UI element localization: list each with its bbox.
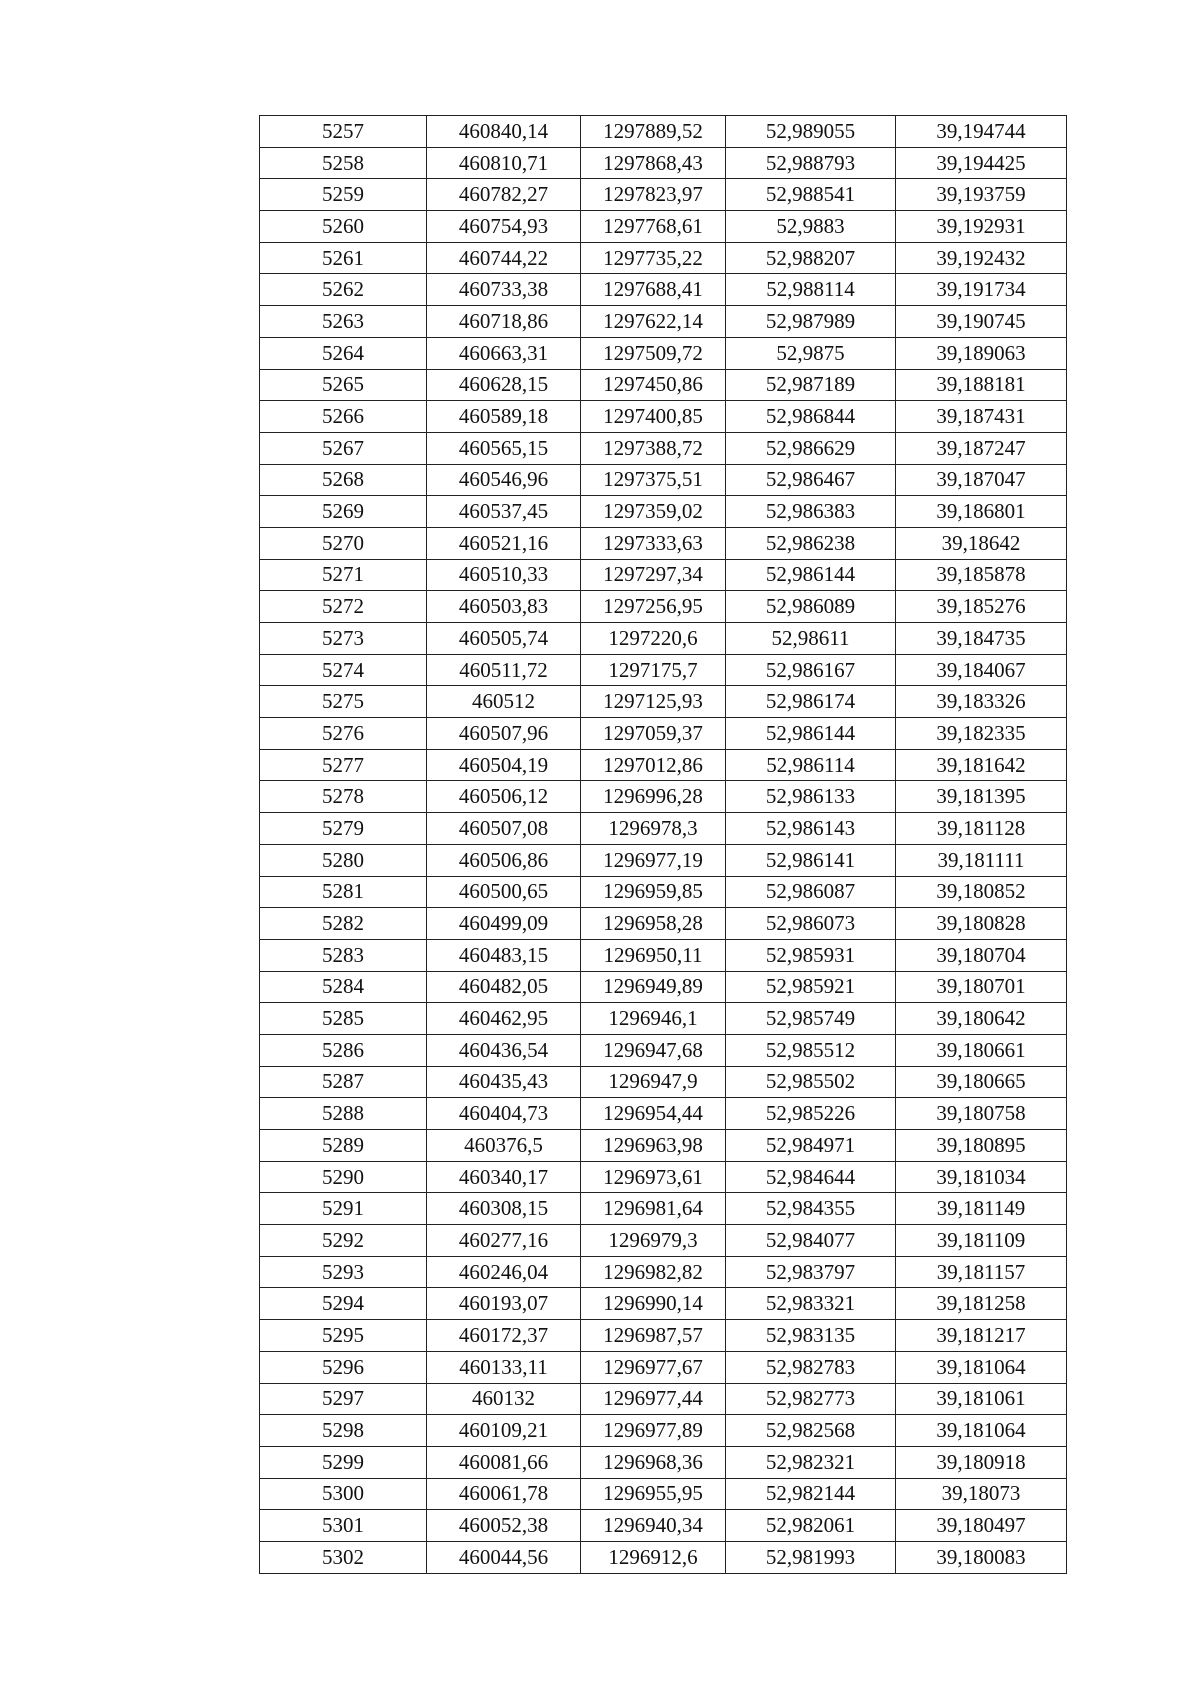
table-row xyxy=(260,939,1067,971)
y-coordinate-cell: 1297768,61 xyxy=(581,211,726,243)
point-number-cell: 5262 xyxy=(260,274,427,306)
y-coordinate-cell: 1296977,19 xyxy=(581,844,726,876)
longitude-cell: 39,190745 xyxy=(896,306,1067,338)
latitude-cell: 52,988207 xyxy=(726,242,896,274)
longitude-cell: 39,181061 xyxy=(896,1383,1067,1415)
y-coordinate-cell: 1296958,28 xyxy=(581,908,726,940)
x-coordinate-cell: 460499,09 xyxy=(427,908,581,940)
longitude-cell: 39,181217 xyxy=(896,1320,1067,1352)
x-coordinate-cell: 460840,14 xyxy=(427,116,581,148)
latitude-cell: 52,985749 xyxy=(726,1003,896,1035)
x-coordinate-cell: 460511,72 xyxy=(427,654,581,686)
longitude-cell: 39,181064 xyxy=(896,1415,1067,1447)
point-number-cell: 5300 xyxy=(260,1478,427,1510)
longitude-cell: 39,180497 xyxy=(896,1510,1067,1542)
x-coordinate-cell: 460436,54 xyxy=(427,1034,581,1066)
x-coordinate-cell: 460512 xyxy=(427,686,581,718)
longitude-cell: 39,181642 xyxy=(896,749,1067,781)
latitude-cell: 52,985931 xyxy=(726,939,896,971)
y-coordinate-cell: 1297297,34 xyxy=(581,559,726,591)
latitude-cell: 52,984644 xyxy=(726,1161,896,1193)
point-number-cell: 5268 xyxy=(260,464,427,496)
table-row xyxy=(260,464,1067,496)
longitude-cell: 39,180918 xyxy=(896,1446,1067,1478)
x-coordinate-cell: 460507,96 xyxy=(427,718,581,750)
table-row xyxy=(260,559,1067,591)
x-coordinate-cell: 460435,43 xyxy=(427,1066,581,1098)
x-coordinate-cell: 460810,71 xyxy=(427,147,581,179)
longitude-cell: 39,18073 xyxy=(896,1478,1067,1510)
y-coordinate-cell: 1296954,44 xyxy=(581,1098,726,1130)
point-number-cell: 5296 xyxy=(260,1351,427,1383)
x-coordinate-cell: 460340,17 xyxy=(427,1161,581,1193)
table-row xyxy=(260,527,1067,559)
point-number-cell: 5283 xyxy=(260,939,427,971)
point-number-cell: 5289 xyxy=(260,1130,427,1162)
y-coordinate-cell: 1296959,85 xyxy=(581,876,726,908)
longitude-cell: 39,180828 xyxy=(896,908,1067,940)
table-row xyxy=(260,1003,1067,1035)
latitude-cell: 52,986143 xyxy=(726,813,896,845)
x-coordinate-cell: 460193,07 xyxy=(427,1288,581,1320)
x-coordinate-cell: 460462,95 xyxy=(427,1003,581,1035)
longitude-cell: 39,181128 xyxy=(896,813,1067,845)
latitude-cell: 52,982321 xyxy=(726,1446,896,1478)
table-row xyxy=(260,686,1067,718)
point-number-cell: 5275 xyxy=(260,686,427,718)
y-coordinate-cell: 1297622,14 xyxy=(581,306,726,338)
y-coordinate-cell: 1296979,3 xyxy=(581,1225,726,1257)
x-coordinate-cell: 460506,86 xyxy=(427,844,581,876)
point-number-cell: 5281 xyxy=(260,876,427,908)
table-row xyxy=(260,147,1067,179)
latitude-cell: 52,986133 xyxy=(726,781,896,813)
point-number-cell: 5298 xyxy=(260,1415,427,1447)
point-number-cell: 5258 xyxy=(260,147,427,179)
table-row xyxy=(260,749,1067,781)
table-row xyxy=(260,1351,1067,1383)
x-coordinate-cell: 460546,96 xyxy=(427,464,581,496)
table-row xyxy=(260,179,1067,211)
table-row xyxy=(260,1288,1067,1320)
y-coordinate-cell: 1296950,11 xyxy=(581,939,726,971)
y-coordinate-cell: 1296996,28 xyxy=(581,781,726,813)
latitude-cell: 52,987989 xyxy=(726,306,896,338)
latitude-cell: 52,983797 xyxy=(726,1256,896,1288)
table-row xyxy=(260,496,1067,528)
y-coordinate-cell: 1297125,93 xyxy=(581,686,726,718)
latitude-cell: 52,986073 xyxy=(726,908,896,940)
latitude-cell: 52,985502 xyxy=(726,1066,896,1098)
table-row xyxy=(260,432,1067,464)
y-coordinate-cell: 1296968,36 xyxy=(581,1446,726,1478)
table-row xyxy=(260,1193,1067,1225)
y-coordinate-cell: 1296947,68 xyxy=(581,1034,726,1066)
x-coordinate-cell: 460172,37 xyxy=(427,1320,581,1352)
latitude-cell: 52,982568 xyxy=(726,1415,896,1447)
longitude-cell: 39,193759 xyxy=(896,179,1067,211)
latitude-cell: 52,98611 xyxy=(726,623,896,655)
latitude-cell: 52,986844 xyxy=(726,401,896,433)
longitude-cell: 39,187247 xyxy=(896,432,1067,464)
x-coordinate-cell: 460504,19 xyxy=(427,749,581,781)
y-coordinate-cell: 1296982,82 xyxy=(581,1256,726,1288)
y-coordinate-cell: 1296990,14 xyxy=(581,1288,726,1320)
longitude-cell: 39,18642 xyxy=(896,527,1067,559)
longitude-cell: 39,191734 xyxy=(896,274,1067,306)
point-number-cell: 5292 xyxy=(260,1225,427,1257)
latitude-cell: 52,984971 xyxy=(726,1130,896,1162)
y-coordinate-cell: 1296912,6 xyxy=(581,1541,726,1573)
longitude-cell: 39,187047 xyxy=(896,464,1067,496)
latitude-cell: 52,986467 xyxy=(726,464,896,496)
table-row xyxy=(260,718,1067,750)
x-coordinate-cell: 460589,18 xyxy=(427,401,581,433)
y-coordinate-cell: 1296977,67 xyxy=(581,1351,726,1383)
latitude-cell: 52,981993 xyxy=(726,1541,896,1573)
point-number-cell: 5280 xyxy=(260,844,427,876)
x-coordinate-cell: 460061,78 xyxy=(427,1478,581,1510)
table-row xyxy=(260,1034,1067,1066)
y-coordinate-cell: 1297256,95 xyxy=(581,591,726,623)
longitude-cell: 39,188181 xyxy=(896,369,1067,401)
latitude-cell: 52,9883 xyxy=(726,211,896,243)
longitude-cell: 39,180642 xyxy=(896,1003,1067,1035)
longitude-cell: 39,180661 xyxy=(896,1034,1067,1066)
table-row xyxy=(260,654,1067,686)
longitude-cell: 39,181034 xyxy=(896,1161,1067,1193)
point-number-cell: 5288 xyxy=(260,1098,427,1130)
point-number-cell: 5297 xyxy=(260,1383,427,1415)
latitude-cell: 52,983321 xyxy=(726,1288,896,1320)
latitude-cell: 52,986238 xyxy=(726,527,896,559)
point-number-cell: 5266 xyxy=(260,401,427,433)
longitude-cell: 39,194744 xyxy=(896,116,1067,148)
point-number-cell: 5259 xyxy=(260,179,427,211)
x-coordinate-cell: 460628,15 xyxy=(427,369,581,401)
longitude-cell: 39,180704 xyxy=(896,939,1067,971)
x-coordinate-cell: 460376,5 xyxy=(427,1130,581,1162)
point-number-cell: 5294 xyxy=(260,1288,427,1320)
table-row xyxy=(260,1098,1067,1130)
longitude-cell: 39,189063 xyxy=(896,337,1067,369)
longitude-cell: 39,180758 xyxy=(896,1098,1067,1130)
point-number-cell: 5291 xyxy=(260,1193,427,1225)
longitude-cell: 39,180895 xyxy=(896,1130,1067,1162)
latitude-cell: 52,986144 xyxy=(726,718,896,750)
x-coordinate-cell: 460052,38 xyxy=(427,1510,581,1542)
y-coordinate-cell: 1296978,3 xyxy=(581,813,726,845)
y-coordinate-cell: 1297868,43 xyxy=(581,147,726,179)
point-number-cell: 5299 xyxy=(260,1446,427,1478)
longitude-cell: 39,181109 xyxy=(896,1225,1067,1257)
y-coordinate-cell: 1297175,7 xyxy=(581,654,726,686)
point-number-cell: 5285 xyxy=(260,1003,427,1035)
point-number-cell: 5279 xyxy=(260,813,427,845)
point-number-cell: 5269 xyxy=(260,496,427,528)
latitude-cell: 52,986144 xyxy=(726,559,896,591)
table-row xyxy=(260,1130,1067,1162)
latitude-cell: 52,986114 xyxy=(726,749,896,781)
table-row xyxy=(260,1415,1067,1447)
y-coordinate-cell: 1296955,95 xyxy=(581,1478,726,1510)
x-coordinate-cell: 460754,93 xyxy=(427,211,581,243)
point-number-cell: 5290 xyxy=(260,1161,427,1193)
y-coordinate-cell: 1297509,72 xyxy=(581,337,726,369)
table-row xyxy=(260,369,1067,401)
longitude-cell: 39,185276 xyxy=(896,591,1067,623)
longitude-cell: 39,185878 xyxy=(896,559,1067,591)
table-row xyxy=(260,1446,1067,1478)
coordinates-table xyxy=(259,115,1067,1574)
x-coordinate-cell: 460132 xyxy=(427,1383,581,1415)
table-row xyxy=(260,1383,1067,1415)
longitude-cell: 39,180852 xyxy=(896,876,1067,908)
x-coordinate-cell: 460404,73 xyxy=(427,1098,581,1130)
x-coordinate-cell: 460500,65 xyxy=(427,876,581,908)
y-coordinate-cell: 1296987,57 xyxy=(581,1320,726,1352)
latitude-cell: 52,986174 xyxy=(726,686,896,718)
point-number-cell: 5278 xyxy=(260,781,427,813)
point-number-cell: 5277 xyxy=(260,749,427,781)
latitude-cell: 52,984355 xyxy=(726,1193,896,1225)
x-coordinate-cell: 460733,38 xyxy=(427,274,581,306)
y-coordinate-cell: 1296949,89 xyxy=(581,971,726,1003)
longitude-cell: 39,182335 xyxy=(896,718,1067,750)
latitude-cell: 52,989055 xyxy=(726,116,896,148)
y-coordinate-cell: 1297400,85 xyxy=(581,401,726,433)
table-row xyxy=(260,1478,1067,1510)
point-number-cell: 5274 xyxy=(260,654,427,686)
x-coordinate-cell: 460718,86 xyxy=(427,306,581,338)
y-coordinate-cell: 1297823,97 xyxy=(581,179,726,211)
longitude-cell: 39,184735 xyxy=(896,623,1067,655)
latitude-cell: 52,985226 xyxy=(726,1098,896,1130)
x-coordinate-cell: 460521,16 xyxy=(427,527,581,559)
y-coordinate-cell: 1296977,44 xyxy=(581,1383,726,1415)
point-number-cell: 5257 xyxy=(260,116,427,148)
longitude-cell: 39,180665 xyxy=(896,1066,1067,1098)
point-number-cell: 5264 xyxy=(260,337,427,369)
x-coordinate-cell: 460565,15 xyxy=(427,432,581,464)
latitude-cell: 52,9875 xyxy=(726,337,896,369)
latitude-cell: 52,986087 xyxy=(726,876,896,908)
y-coordinate-cell: 1297735,22 xyxy=(581,242,726,274)
x-coordinate-cell: 460277,16 xyxy=(427,1225,581,1257)
table-row xyxy=(260,274,1067,306)
latitude-cell: 52,982773 xyxy=(726,1383,896,1415)
point-number-cell: 5302 xyxy=(260,1541,427,1573)
longitude-cell: 39,181149 xyxy=(896,1193,1067,1225)
table-row xyxy=(260,211,1067,243)
table-row xyxy=(260,116,1067,148)
table-row xyxy=(260,1541,1067,1573)
latitude-cell: 52,984077 xyxy=(726,1225,896,1257)
table-row xyxy=(260,337,1067,369)
table-row xyxy=(260,781,1067,813)
latitude-cell: 52,987189 xyxy=(726,369,896,401)
point-number-cell: 5276 xyxy=(260,718,427,750)
table-row xyxy=(260,306,1067,338)
point-number-cell: 5267 xyxy=(260,432,427,464)
longitude-cell: 39,184067 xyxy=(896,654,1067,686)
point-number-cell: 5271 xyxy=(260,559,427,591)
table-row xyxy=(260,813,1067,845)
x-coordinate-cell: 460744,22 xyxy=(427,242,581,274)
longitude-cell: 39,181258 xyxy=(896,1288,1067,1320)
x-coordinate-cell: 460505,74 xyxy=(427,623,581,655)
x-coordinate-cell: 460081,66 xyxy=(427,1446,581,1478)
x-coordinate-cell: 460506,12 xyxy=(427,781,581,813)
latitude-cell: 52,985921 xyxy=(726,971,896,1003)
longitude-cell: 39,180701 xyxy=(896,971,1067,1003)
point-number-cell: 5272 xyxy=(260,591,427,623)
x-coordinate-cell: 460507,08 xyxy=(427,813,581,845)
y-coordinate-cell: 1296977,89 xyxy=(581,1415,726,1447)
table-row xyxy=(260,1256,1067,1288)
longitude-cell: 39,192931 xyxy=(896,211,1067,243)
longitude-cell: 39,192432 xyxy=(896,242,1067,274)
latitude-cell: 52,986089 xyxy=(726,591,896,623)
y-coordinate-cell: 1297359,02 xyxy=(581,496,726,528)
point-number-cell: 5293 xyxy=(260,1256,427,1288)
y-coordinate-cell: 1297012,86 xyxy=(581,749,726,781)
longitude-cell: 39,181064 xyxy=(896,1351,1067,1383)
x-coordinate-cell: 460109,21 xyxy=(427,1415,581,1447)
latitude-cell: 52,982783 xyxy=(726,1351,896,1383)
y-coordinate-cell: 1297059,37 xyxy=(581,718,726,750)
table-row xyxy=(260,1225,1067,1257)
point-number-cell: 5284 xyxy=(260,971,427,1003)
y-coordinate-cell: 1297889,52 xyxy=(581,116,726,148)
table-row xyxy=(260,1066,1067,1098)
latitude-cell: 52,986629 xyxy=(726,432,896,464)
x-coordinate-cell: 460483,15 xyxy=(427,939,581,971)
latitude-cell: 52,988541 xyxy=(726,179,896,211)
point-number-cell: 5260 xyxy=(260,211,427,243)
table-row xyxy=(260,623,1067,655)
longitude-cell: 39,181395 xyxy=(896,781,1067,813)
x-coordinate-cell: 460663,31 xyxy=(427,337,581,369)
point-number-cell: 5270 xyxy=(260,527,427,559)
y-coordinate-cell: 1297688,41 xyxy=(581,274,726,306)
point-number-cell: 5301 xyxy=(260,1510,427,1542)
table-row xyxy=(260,1510,1067,1542)
coordinates-table-body xyxy=(260,116,1067,1574)
table-row xyxy=(260,1161,1067,1193)
x-coordinate-cell: 460482,05 xyxy=(427,971,581,1003)
latitude-cell: 52,985512 xyxy=(726,1034,896,1066)
latitude-cell: 52,982144 xyxy=(726,1478,896,1510)
latitude-cell: 52,986167 xyxy=(726,654,896,686)
longitude-cell: 39,181111 xyxy=(896,844,1067,876)
x-coordinate-cell: 460133,11 xyxy=(427,1351,581,1383)
table-row xyxy=(260,591,1067,623)
table-row xyxy=(260,401,1067,433)
table-row xyxy=(260,908,1067,940)
point-number-cell: 5295 xyxy=(260,1320,427,1352)
latitude-cell: 52,983135 xyxy=(726,1320,896,1352)
x-coordinate-cell: 460510,33 xyxy=(427,559,581,591)
latitude-cell: 52,986141 xyxy=(726,844,896,876)
y-coordinate-cell: 1296946,1 xyxy=(581,1003,726,1035)
longitude-cell: 39,194425 xyxy=(896,147,1067,179)
x-coordinate-cell: 460537,45 xyxy=(427,496,581,528)
longitude-cell: 39,187431 xyxy=(896,401,1067,433)
point-number-cell: 5287 xyxy=(260,1066,427,1098)
latitude-cell: 52,988114 xyxy=(726,274,896,306)
longitude-cell: 39,181157 xyxy=(896,1256,1067,1288)
longitude-cell: 39,186801 xyxy=(896,496,1067,528)
y-coordinate-cell: 1297333,63 xyxy=(581,527,726,559)
y-coordinate-cell: 1297388,72 xyxy=(581,432,726,464)
y-coordinate-cell: 1296963,98 xyxy=(581,1130,726,1162)
point-number-cell: 5263 xyxy=(260,306,427,338)
latitude-cell: 52,986383 xyxy=(726,496,896,528)
y-coordinate-cell: 1296973,61 xyxy=(581,1161,726,1193)
x-coordinate-cell: 460782,27 xyxy=(427,179,581,211)
x-coordinate-cell: 460308,15 xyxy=(427,1193,581,1225)
longitude-cell: 39,180083 xyxy=(896,1541,1067,1573)
point-number-cell: 5282 xyxy=(260,908,427,940)
y-coordinate-cell: 1296981,64 xyxy=(581,1193,726,1225)
x-coordinate-cell: 460503,83 xyxy=(427,591,581,623)
table-row xyxy=(260,876,1067,908)
y-coordinate-cell: 1297450,86 xyxy=(581,369,726,401)
point-number-cell: 5273 xyxy=(260,623,427,655)
y-coordinate-cell: 1297375,51 xyxy=(581,464,726,496)
latitude-cell: 52,982061 xyxy=(726,1510,896,1542)
table-row xyxy=(260,844,1067,876)
point-number-cell: 5261 xyxy=(260,242,427,274)
table-row xyxy=(260,1320,1067,1352)
x-coordinate-cell: 460044,56 xyxy=(427,1541,581,1573)
point-number-cell: 5265 xyxy=(260,369,427,401)
latitude-cell: 52,988793 xyxy=(726,147,896,179)
table-row xyxy=(260,971,1067,1003)
y-coordinate-cell: 1296940,34 xyxy=(581,1510,726,1542)
x-coordinate-cell: 460246,04 xyxy=(427,1256,581,1288)
y-coordinate-cell: 1297220,6 xyxy=(581,623,726,655)
point-number-cell: 5286 xyxy=(260,1034,427,1066)
table-row xyxy=(260,242,1067,274)
y-coordinate-cell: 1296947,9 xyxy=(581,1066,726,1098)
longitude-cell: 39,183326 xyxy=(896,686,1067,718)
